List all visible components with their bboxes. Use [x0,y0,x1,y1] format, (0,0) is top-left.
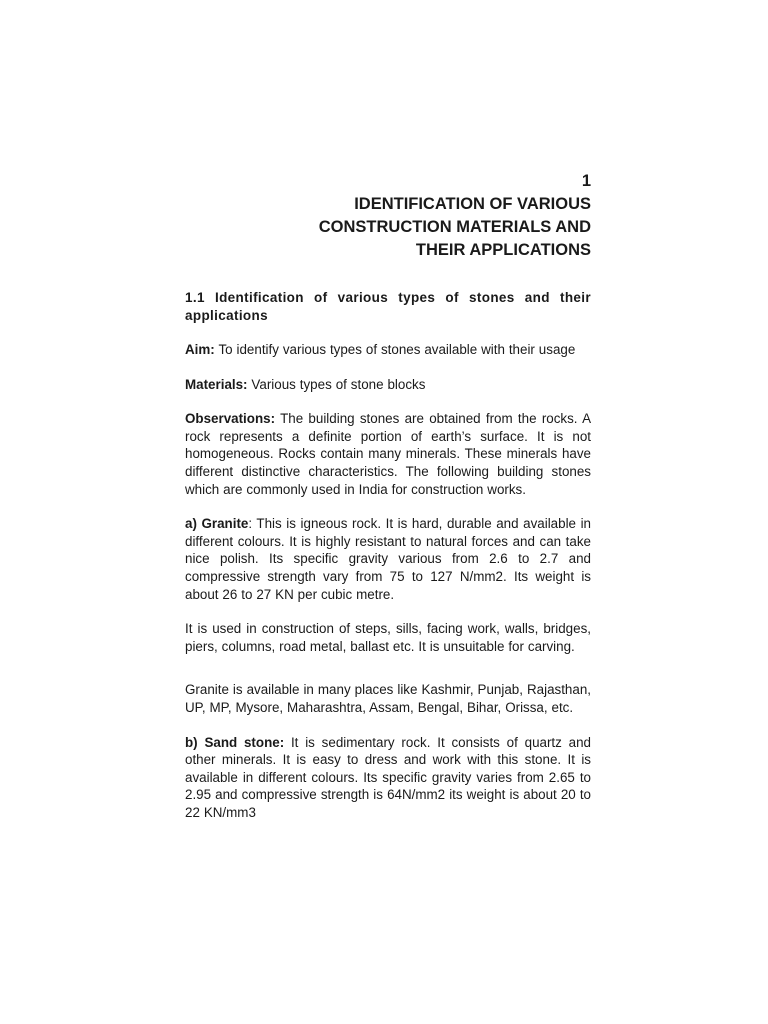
aim-text: To identify various types of stones available with their usage [214,342,576,357]
chapter-title-line-1: IDENTIFICATION OF VARIOUS [354,195,591,213]
section-heading: 1.1 Identification of various types of stones and their applications [185,290,591,323]
chapter-number: 1 [581,172,591,190]
sandstone-paragraph [185,734,591,822]
chapter-heading [185,170,591,262]
chapter-title-line-2: CONSTRUCTION MATERIALS AND [318,218,591,236]
sandstone-label: b) Sand stone: [185,734,285,750]
granite-usage-paragraph: It is used in construction of steps, sills, facing work, walls, bridges, piers, columns, road metal, ballast etc. It is unsuitable for carving. [185,621,591,654]
granite-text: : This is igneous rock. It is hard, durable and available in different colours. It is highly resistant to natural forces and can take nice polish. Its specific gravity various from 2.6 to 2.7 and compressive strength vary from 75 to 127 N/mm2. Its weight is about 26 to 27 KN per cubic metre. [185,516,591,602]
aim-paragraph [185,341,591,359]
aim-label: Aim: [185,342,215,357]
chapter-title-line-3: THEIR APPLICATIONS [415,241,591,259]
sandstone-text: It is sedimentary rock. It consists of quartz and other minerals. It is easy to dress and work with this stone. It is available in different colours. Its specific gravity varies from 2.65 to 2.95 and compressive strength is 64N/mm2 its weight is about 20 to 22 KN/mm3 [185,734,591,820]
materials-text: Various types of stone blocks [247,376,426,392]
materials-paragraph [185,376,591,394]
materials-label: Materials: [185,376,248,392]
granite-paragraph [185,515,591,603]
observations-text: The building stones are obtained from the rocks. A rock represents a definite portion of earth’s surface. It is not homogeneous. Rocks contain many minerals. These minerals have different distinctive characteristics. The following building stones which are commonly used in India for construction works. [185,411,591,497]
granite-availability-paragraph: Granite is available in many places like Kashmir, Punjab, Rajasthan, UP, MP, Mysore, Maharashtra, Assam, Bengal, Bihar, Orissa, etc. [185,682,591,715]
granite-label: a) Granite [185,516,249,532]
document-page [185,170,591,821]
observations-label: Observations: [185,411,276,427]
observations-paragraph [185,410,591,498]
